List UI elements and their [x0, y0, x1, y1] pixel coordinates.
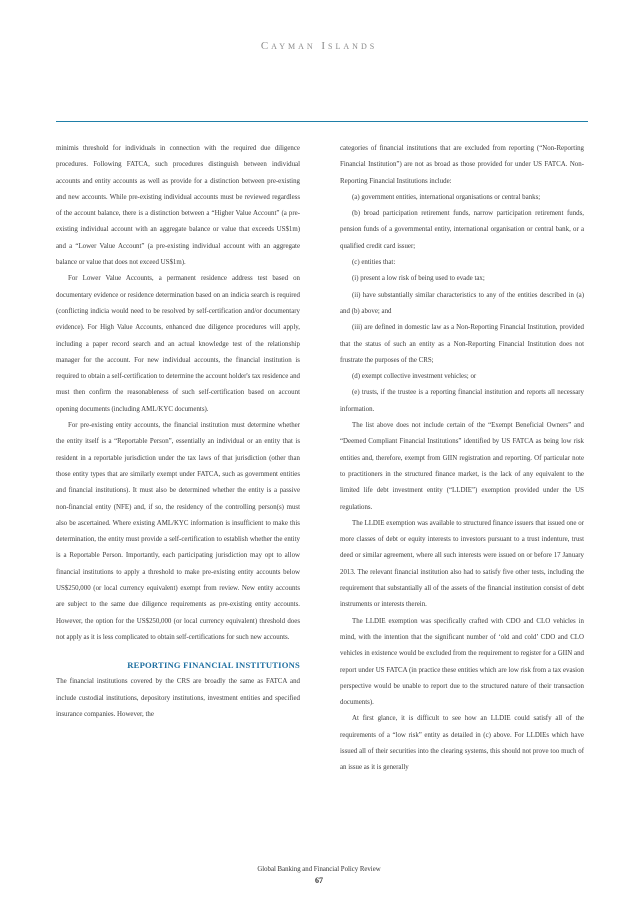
body-paragraph: For pre-existing entity accounts, the financial institution must determine whether the entity itself is a “Reportable Person”, essentially an individual or an entity that is resident in a reportable jurisdiction under the tax laws of that jurisdiction (other than those entity types that are similarly exempt under FATCA, such as government entities and financial institutions). It must also be determined whether the entity is a passive non-financial entity (NFE) and, if so, the residency of the controlling person(s) must also be ascertained. Where existing AML/KYC information is insufficient to make this determination, the entity must provide a self-certification to establish whether the entity is a Reportable Person. Importantly, each participating jurisdiction may opt to allow financial institutions to apply a threshold to make pre-existing entity accounts below US$250,000 (or local currency equivalent) exempt from review. New entity accounts are subject to the same due diligence requirements as pre-existing entity accounts. However, the option for the US$250,000 (or local currency equivalent) threshold does not apply as it is less complicated to obtain self-certifications for such new accounts.	[56, 422, 300, 641]
list-item: (iii) are defined in domestic law as a Non-Reporting Financial Institution, provided that the status of such an entity as a Non-Reporting Financial Institution does not frustrate the purposes of the CRS;	[340, 324, 584, 364]
header-rule	[56, 121, 588, 122]
body-paragraph: At first glance, it is difficult to see how an LLDIE could satisfy all of the requirements of a “low risk” entity as detailed in (c) above. For LLDIEs which have issued all of their securities into the clearing systems, this should not prove too much of an issue as it is generally	[340, 715, 584, 772]
list-item: (c) entities that:	[352, 259, 396, 267]
list-item: (i) present a low risk of being used to evade tax;	[352, 275, 485, 283]
page-number: 67	[315, 876, 323, 885]
right-column	[340, 141, 584, 777]
left-column	[56, 141, 300, 723]
list-item: (a) government entities, international organisations or central banks;	[352, 193, 541, 201]
section-heading: REPORTING FINANCIAL INSTITUTIONS	[127, 660, 300, 671]
body-paragraph: The LLDIE exemption was specifically crafted with CDO and CLO vehicles in mind, with the intention that the significant number of ‘old and cold’ CDO and CLO vehicles in existence would be excluded from the requirement to register for a GIIN and report under US FATCA (in practice these entities which are low risk from a tax evasion perspective would be unable to report due to the structured nature of their transaction documents).	[340, 617, 584, 707]
running-header: Cayman Islands	[260, 40, 378, 52]
body-paragraph: The financial institutions covered by the CRS are broadly the same as FATCA and include custodial institutions, depository institutions, investment entities and specified insurance companies. However, the	[56, 678, 300, 718]
list-item: (b) broad participation retirement funds, narrow participation retirement funds, pension funds of a governmental entity, international organisation or central bank, or a qualified credit card issuer;	[340, 210, 584, 250]
list-item: (d) exempt collective investment vehicles; or	[352, 373, 477, 381]
body-paragraph: categories of financial institutions that are excluded from reporting (“Non-Reporting Financial Institution”) are not as broad as those provided for under US FATCA. Non-Reporting Financial Institutions include:	[340, 145, 584, 185]
body-paragraph: The list above does not include certain of the “Exempt Beneficial Owners” and “Deemed Compliant Financial Institutions” identified by US FATCA as being low risk entities and, therefore, exempt from GIIN registration and reporting. Of particular note to practitioners in the structured finance market, is the lack of any equivalent to the limited life debt investment entity (“LLDIE”) exemption provided under the US regulations.	[340, 422, 584, 511]
body-paragraph: The LLDIE exemption was available to structured finance issuers that issued one or more classes of debt or equity interests to investors pursuant to a trust indenture, trust deed or similar agreement, where all such interests were issued on or before 17 January 2013. The relevant financial institution also had to satisfy five other tests, including the requirement that substantially all of the assets of the financial institution consist of debt instruments or interests therein.	[340, 519, 584, 609]
list-item: (ii) have substantially similar characteristics to any of the entities described in (a) and (b) above; and	[340, 291, 584, 315]
body-paragraph: For Lower Value Accounts, a permanent residence address test based on documentary evidence or residence determination based on an indicia search is required (conflicting indicia would need to be resolved by self-certification and/or documentary evidence). For High Value Accounts, enhanced due diligence procedures will apply, including a paper record search and an actual knowledge test of the relationship manager for the account. For new individual accounts, the financial institution is required to obtain a self-certification to determine the account holder's tax residence and must then confirm the reasonableness of such self-certification based on account opening documents (including AML/KYC documents).	[56, 275, 300, 413]
body-paragraph: minimis threshold for individuals in connection with the required due diligence procedures. Following FATCA, such procedures distinguish between individual accounts and entity accounts as well as provide for a distinction between pre-existing and new accounts. While pre-existing individual accounts must be reviewed regardless of the account balance, there is a distinction between a “Higher Value Account” (a pre-existing individual account with an aggregate balance or value that exceeds US$1m) and a “Lower Value Account” (a pre-existing individual account with an aggregate balance or value that does not exceed US$1m).	[56, 145, 300, 267]
publication-footer: Global Banking and Financial Policy Review	[257, 866, 381, 873]
list-item: (e) trusts, if the trustee is a reporting financial institution and reports all necessary information.	[340, 389, 584, 413]
